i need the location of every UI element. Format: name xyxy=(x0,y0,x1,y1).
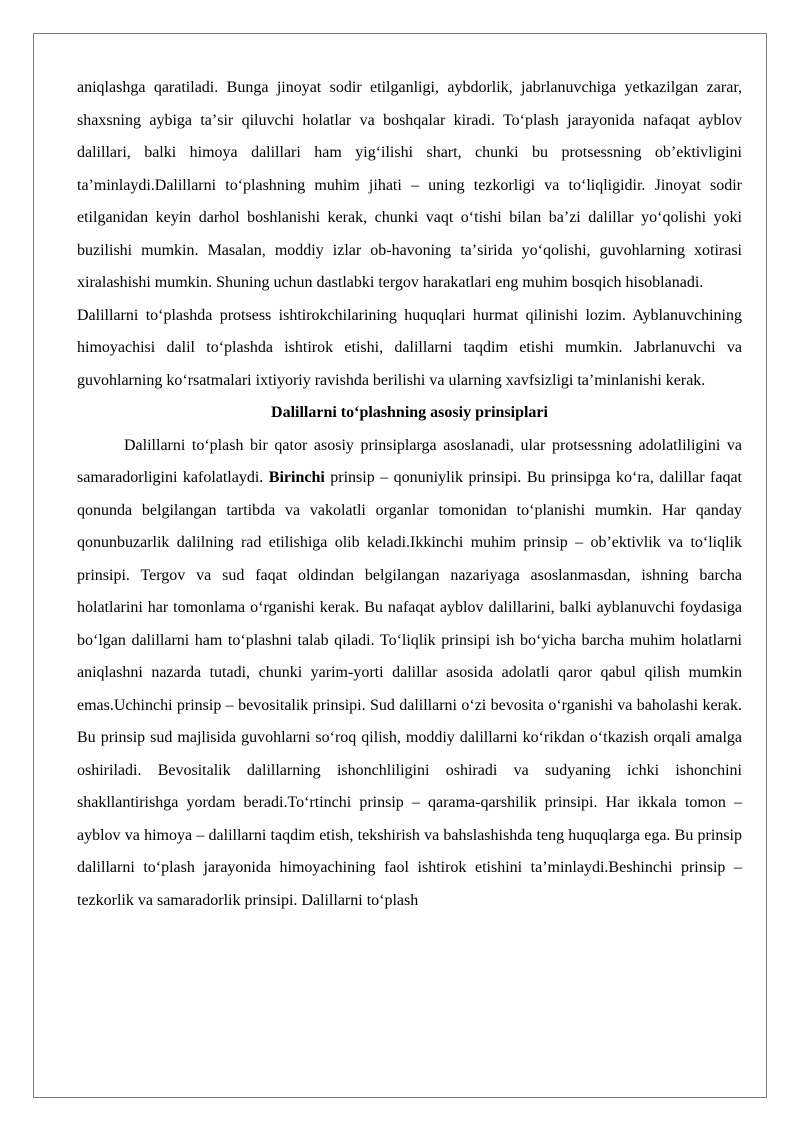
body-paragraph: Dalillarni toʻplashda protsess ishtirokchilarining huquqlari hurmat qilinishi lozim. Ayblanuvchining himoyachisi dalil toʻplashda ishtirok etishi, dalillarni taqdim etishi mumkin. Jabrlanuvchi va guvohlarning koʻrsatmalari ixtiyoriy ravishda berilishi va ularning xavfsizligi taʼminlanishi kerak. xyxy=(77,306,742,389)
paragraph-text: Dalillarni toʻplash bir qator asosiy prinsiplarga asoslanadi, ular protsessning adolatliligini va samaradorligini kafolatlaydi. xyxy=(77,436,742,486)
paragraph-text: prinsip – qonuniylik prinsipi. Bu prinsipga koʻra, dalillar faqat qonunda belgilangan tartibda va vakolatli organlar tomonidan toʻplanishi mumkin. Har qanday qonunbuzarlik dalilning rad etilishiga olib keladi.Ikkinchi muhim prinsip – obʼektivlik va toʻliqlik prinsipi. Tergov va sud faqat oldindan belgilangan nazariyaga asoslanmasdan, ishning barcha holatlarini har tomonlama oʻrganishi kerak. Bu nafaqat ayblov dalillarini, balki ayblanuvchi foydasiga boʻlgan dalillarni ham toʻplashni talab qiladi. Toʻliqlik prinsipi ish boʻyicha barcha muhim holatlarni aniqlashni nazarda tutadi, chunki yarim-yorti dalillar asosida adolatli qaror qabul qilish mumkin emas.Uchinchi prinsip – bevositalik prinsipi. Sud dalillarni oʻzi bevosita oʻrganishi va baholashi kerak. Bu prinsip sud majlisida guvohlarni soʻroq qilish, moddiy dalillarni koʻrikdan oʻtkazish orqali amalga oshiriladi. Bevositalik dalillarning ishonchliligini oshiradi va sudyaning ichki ishonchini shakllantirishga yordam beradi.Toʻrtinchi prinsip – qarama-qarshilik prinsipi. Har ikkala tomon – ayblov va himoya – dalillarni taqdim etish, tekshirish va bahslashishda teng huquqlarga ega. Bu prinsip dalillarni toʻplash jarayonida himoyachining faol ishtirok etishini taʼminlaydi.Beshinchi prinsip – tezkorlik va samaradorlik prinsipi. Dalillarni toʻplash xyxy=(77,469,743,909)
document-body xyxy=(77,72,742,917)
body-paragraph: aniqlashga qaratiladi. Bunga jinoyat sodir etilganligi, aybdorlik, jabrlanuvchiga yetkazilgan zarar, shaxsning aybiga taʼsir qiluvchi holatlar va boshqalar kiradi. Toʻplash jarayonida nafaqat ayblov dalillari, balki himoya dalillari ham yigʻilishi shart, chunki bu protsessning obʼektivligini taʼminlaydi.Dalillarni toʻplashning muhim jihati – uning tezkorligi va toʻliqligidir. Jinoyat sodir etilganidan keyin darhol boshlanishi kerak, chunki vaqt oʻtishi bilan baʼzi dalillar yoʻqolishi yoki buzilishi mumkin. Masalan, moddiy izlar ob-havoning taʼsirida yoʻqolishi, guvohlarning xotirasi xiralashishi mumkin. Shuning uchun dastlabki tergov harakatlari eng muhim bosqich hisoblanadi. xyxy=(77,79,742,291)
body-paragraph xyxy=(77,430,742,918)
bold-term: Birinchi xyxy=(268,469,325,486)
section-heading: Dalillarni toʻplashning asosiy prinsiplari xyxy=(271,404,548,421)
